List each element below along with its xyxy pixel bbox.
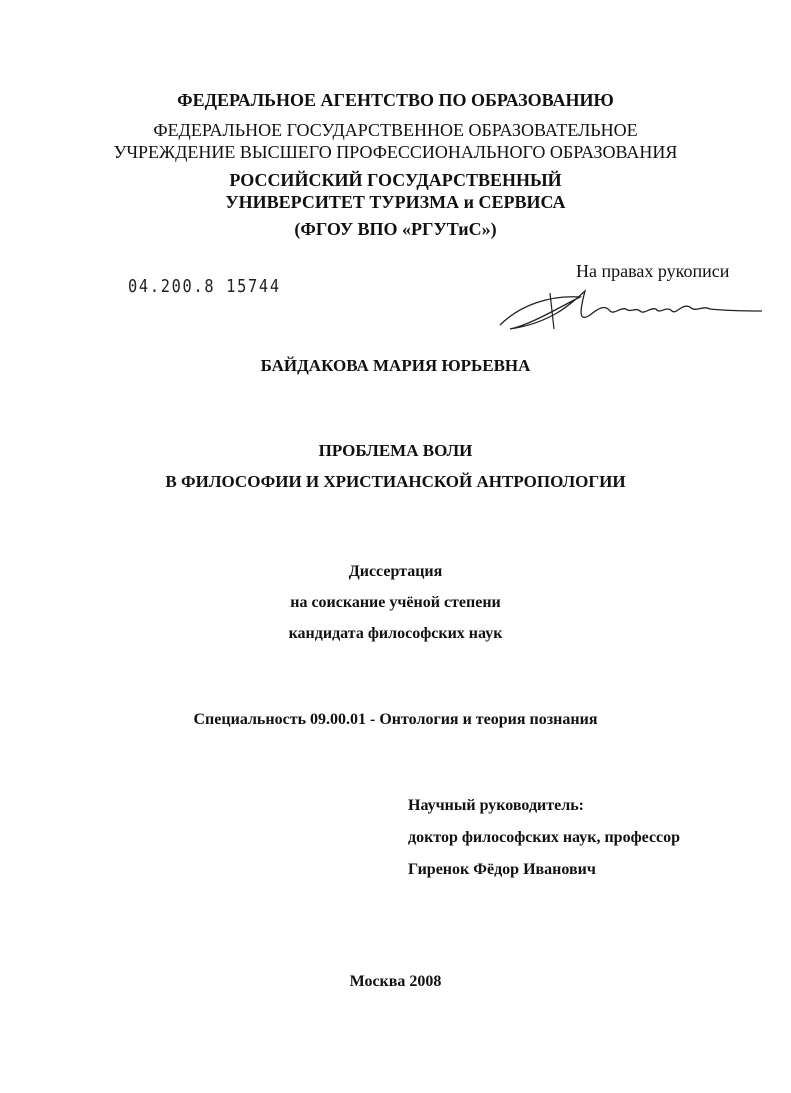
degree-line-1: на соискание учёной степени (290, 594, 501, 611)
degree-line-2: кандидата философских наук (288, 625, 503, 642)
city-year: Москва 2008 (349, 973, 442, 990)
institution-line-1: ФЕДЕРАЛЬНОЕ ГОСУДАРСТВЕННОЕ ОБРАЗОВАТЕЛЬНОЕ (153, 120, 638, 140)
manuscript-rights-note: На правах рукописи (576, 261, 730, 281)
specialty-line: Специальность 09.00.01 - Онтология и теория познания (193, 711, 598, 728)
registration-number-stamp: 04.200.8 15744 (128, 276, 281, 297)
institution-line-2: УЧРЕЖДЕНИЕ ВЫСШЕГО ПРОФЕССИОНАЛЬНОГО ОБРАЗОВАНИЯ (113, 142, 678, 162)
title-line-2: В ФИЛОСОФИИ И ХРИСТИАНСКОЙ АНТРОПОЛОГИИ (165, 472, 626, 491)
agency-heading: ФЕДЕРАЛЬНОЕ АГЕНТСТВО ПО ОБРАЗОВАНИЮ (177, 90, 614, 110)
university-line-2: УНИВЕРСИТЕТ ТУРИЗМА и СЕРВИСА (225, 192, 566, 212)
title-line-1: ПРОБЛЕМА ВОЛИ (318, 441, 473, 460)
supervisor-degree: доктор философских наук, профессор (408, 829, 681, 846)
university-line-1: РОССИЙСКИЙ ГОСУДАРСТВЕННЫЙ (229, 170, 562, 190)
supervisor-label: Научный руководитель: (408, 797, 584, 814)
author-name: БАЙДАКОВА МАРИЯ ЮРЬЕВНА (260, 356, 531, 375)
supervisor-name: Гиренок Фёдор Иванович (408, 861, 596, 878)
dissertation-label: Диссертация (348, 563, 443, 580)
university-abbreviation: (ФГОУ ВПО «РГУТиС») (294, 219, 497, 239)
author-signature (490, 285, 765, 337)
